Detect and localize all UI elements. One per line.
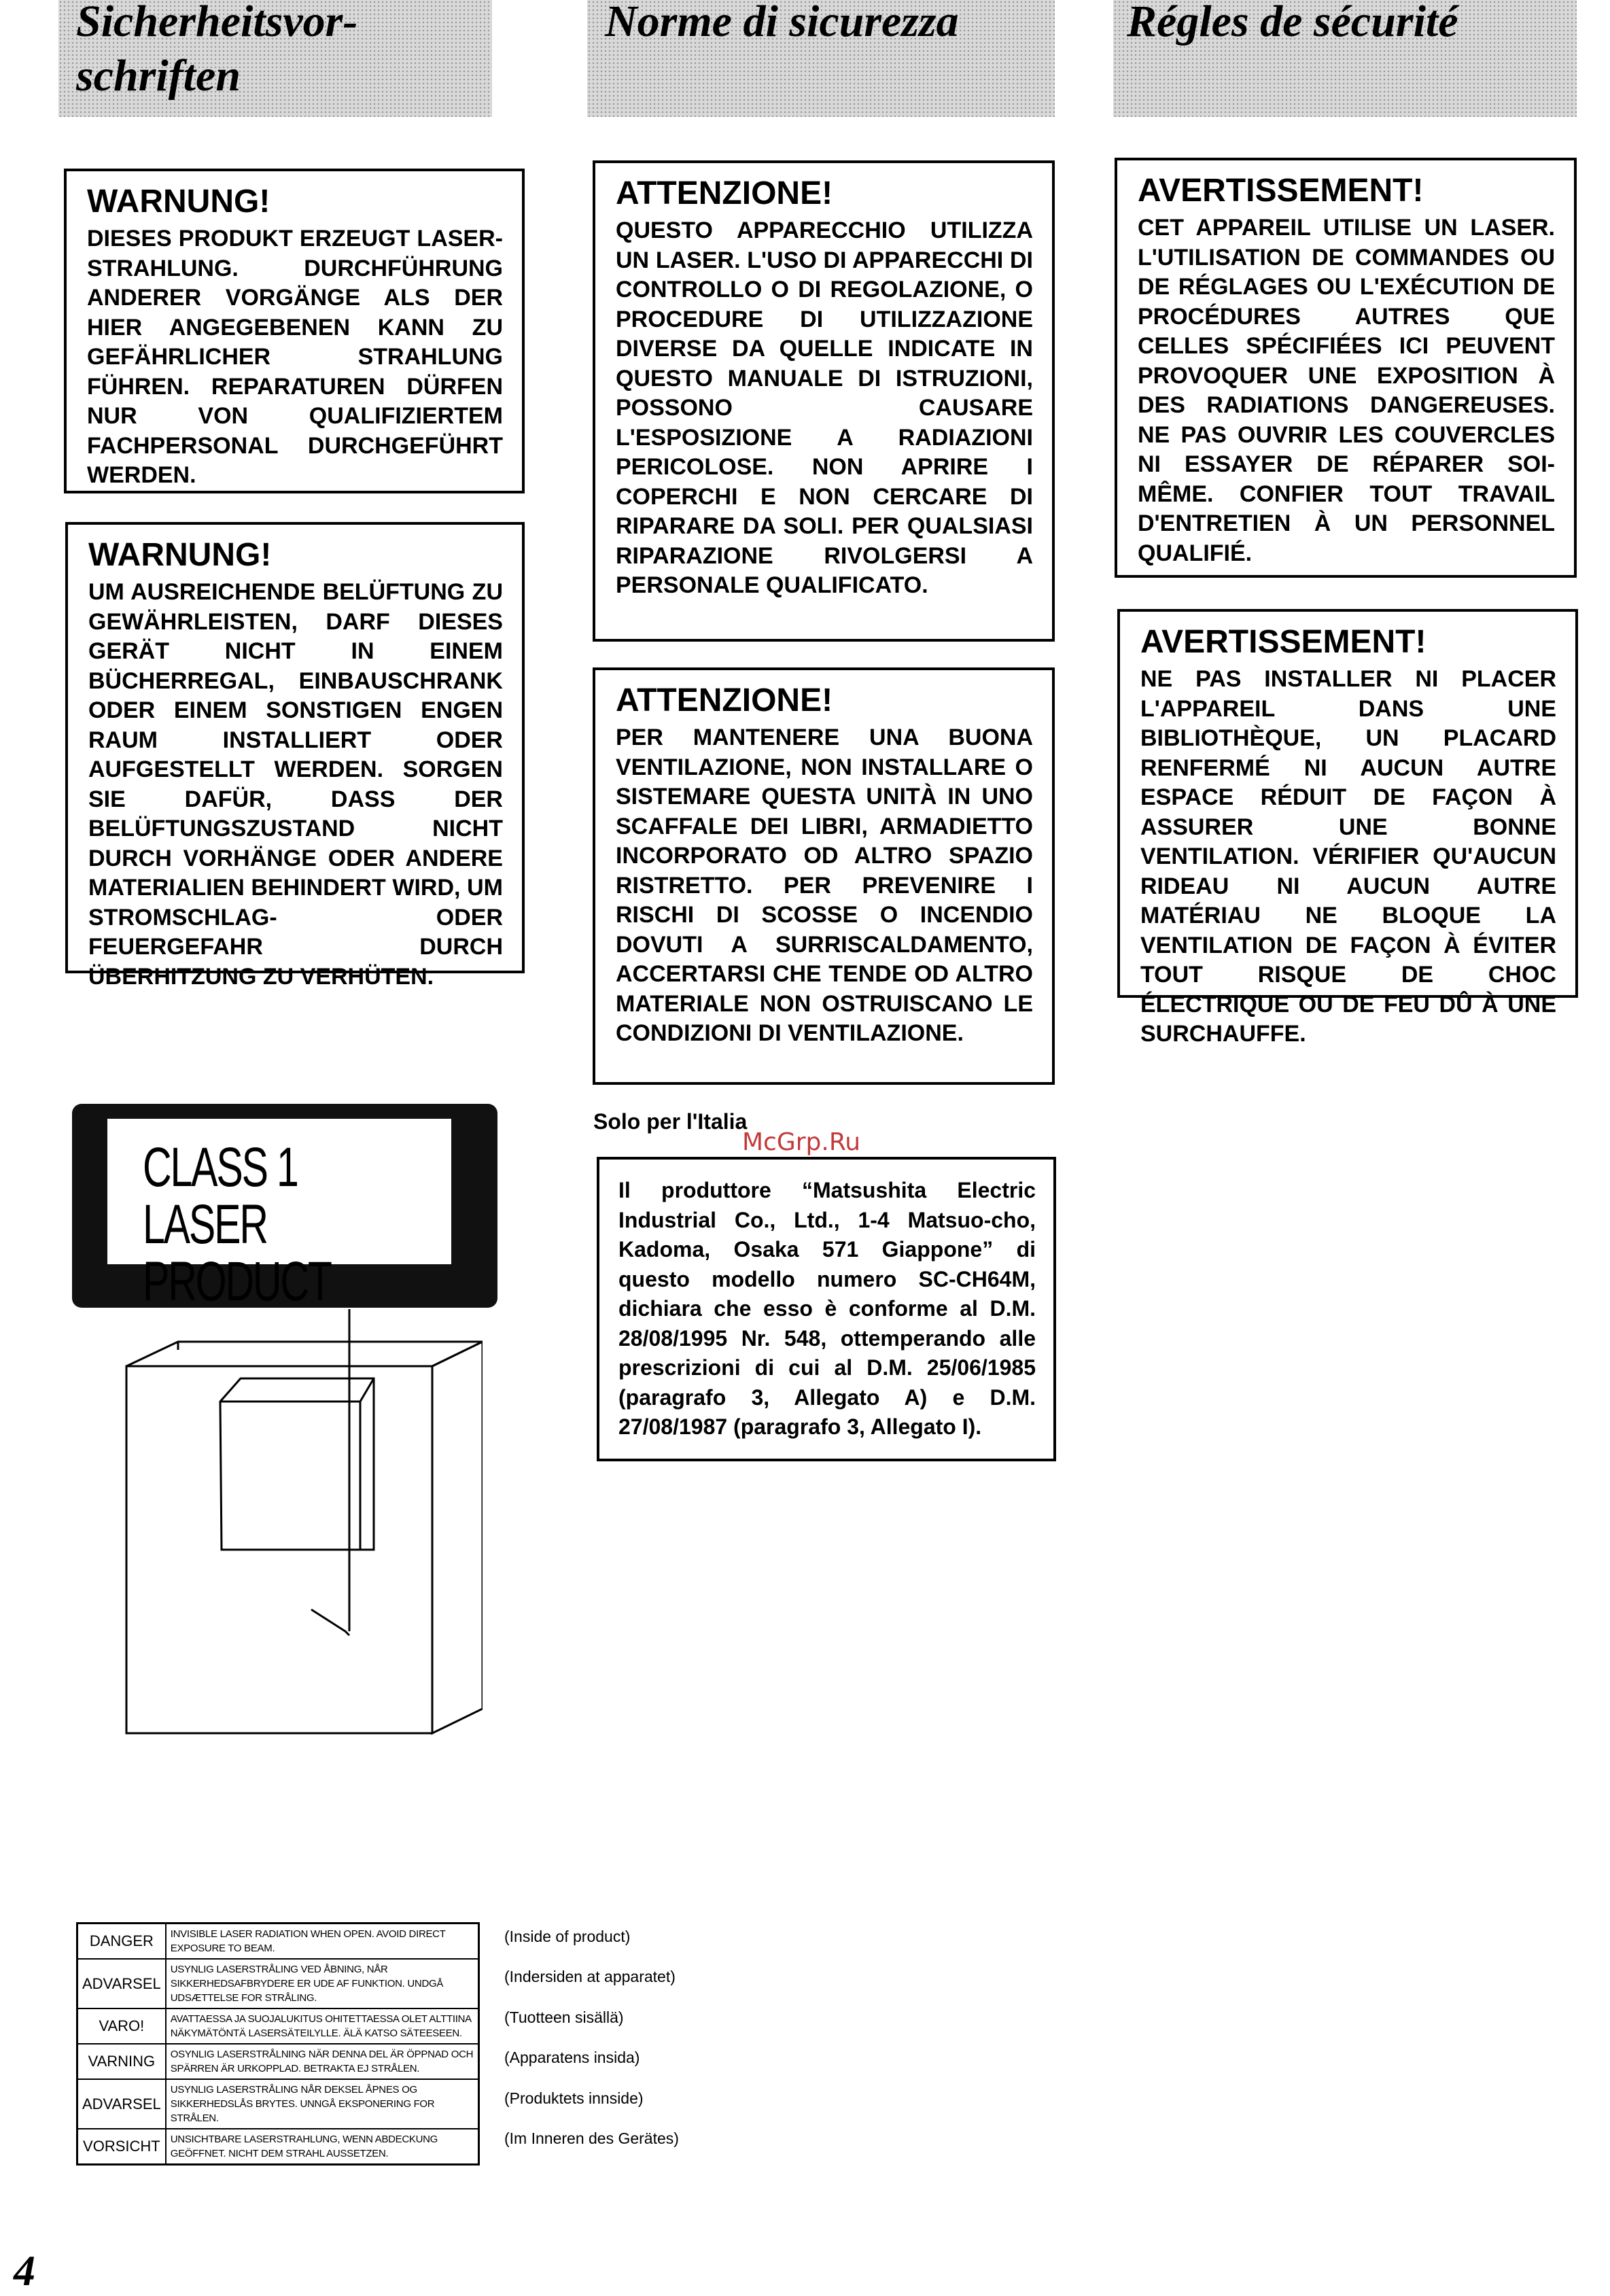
warning-keyword: ADVARSEL — [77, 1959, 166, 2008]
table-row — [77, 2044, 479, 2079]
italian-declaration — [597, 1157, 1056, 1461]
cabinet-top — [126, 1342, 483, 1366]
header-french — [1113, 0, 1577, 117]
table-row — [77, 1959, 479, 2008]
warning-location: (Im Inneren des Gerätes) — [504, 2129, 679, 2147]
italian-declaration-text: Il produttore “Matsushita Electric Industrial Co., Ltd., 1-4 Matsuo-cho, Kadoma, Osaka 571 Giappone” di questo modello numero SC-CH64M, dichiara che esso è conforme al D.M. 28/08/1995 Nr. 548, ottemperando alle prescrizioni di cui al D.M. 25/06/1985 (paragrafo 3, Allegato A) e D.M. 27/08/1987 (paragrafo 3, Allegato I). — [618, 1178, 1036, 1439]
warning-keyword: ADVARSEL — [77, 2079, 166, 2129]
italian-warning-laser-body: QUESTO APPARECCHIO UTILIZZA UN LASER. L'USO DI APPARECCHI DI CONTROLLO O DI REGOLAZIONE, O PROCEDURE DI UTILIZZAZIONE DIVERSE DA QUELLE INDICATE IN QUESTO MANUALE DI ISTRUZIONI, POSSONO CAUSARE L'ESPOSIZIONE A RADIAZIONI PERICOLOSE. NON APRIRE I COPERCHI E NON CERCARE DI RIPARARE DA SOLI. PER QUALSIASI RIPARAZIONE RIVOLGERSI A PERSONALE QUALIFICATO. — [616, 218, 1033, 598]
pointer-arrow — [311, 1610, 349, 1635]
warning-keyword: VARO! — [77, 2008, 166, 2044]
warning-text: USYNLIG LASERSTRÅLING VED ÅBNING, NÅR SIKKERHEDSAFBRYDERE ER UDE AF FUNKTION. UNDGÅ UDSÆTTELSE FOR STRÅLING. — [166, 1959, 479, 2008]
german-warning-laser-body: DIESES PRODUKT ERZEUGT LASER-STRAHLUNG. DURCHFÜHRUNG ANDERER VORGÄNGE ALS DER HIER ANGEGEBENEN KANN ZU GEFÄHRLICHER STRAHLUNG FÜHREN. REPARATUREN DÜRFEN NUR VON QUALIFIZIERTEM FACHPERSONAL DURCHGEFÜHRT WERDEN. — [87, 226, 503, 488]
warning-keyword: VARNING — [77, 2044, 166, 2079]
french-warning-laser-body: CET APPAREIL UTILISE UN LASER. L'UTILISATION DE COMMANDES OU DE RÉGLAGES OU L'EXÉCUTION DE PROCÉDURES AUTRES QUE CELLES SPÉCIFIÉES ICI PEUVENT PROVOQUER UNE EXPOSITION À DES RADIATIONS DANGEREUSES. NE PAS OUVRIR LES COUVERCLES NI ESSAYER DE RÉPARER SOI-MÊME. CONFIER TOUT TRAVAIL D'ENTRETIEN À UN PERSONNEL QUALIFIÉ. — [1138, 215, 1555, 566]
german-warning-ventilation-title: WARNUNG! — [88, 537, 272, 573]
table-row — [77, 2129, 479, 2165]
french-warning-laser — [1115, 158, 1577, 578]
header-italian — [587, 0, 1055, 117]
german-warning-laser — [64, 169, 525, 493]
laser-warning-table — [76, 1922, 480, 2165]
french-warning-laser-title: AVERTISSEMENT! — [1138, 173, 1424, 209]
table-row — [77, 1924, 479, 1960]
class1-laser-label — [72, 1104, 497, 1312]
warning-text: OSYNLIG LASERSTRÅLNING NÄR DENNA DEL ÄR ÖPPNAD OCH SPÄRREN ÄR URKOPPLAD. BETRAKTA EJ STRÅLEN. — [166, 2044, 479, 2079]
laser-unit-edge-3 — [360, 1378, 374, 1402]
french-warning-ventilation-title: AVERTISSEMENT! — [1140, 624, 1427, 660]
class1-laser-label-inner — [107, 1119, 451, 1312]
italian-warning-laser-title: ATTENZIONE! — [616, 175, 833, 211]
warning-text: USYNLIG LASERSTRÅLING NÅR DEKSEL ÅPNES OG SIKKERHEDSLÅS BRYTES. UNNGÅ EKSPONERING FOR STRÅLEN. — [166, 2079, 479, 2129]
warning-text: INVISIBLE LASER RADIATION WHEN OPEN. AVOID DIRECT EXPOSURE TO BEAM. — [166, 1924, 479, 1960]
header-french-title: Régles de sécurité — [1127, 0, 1458, 46]
french-warning-ventilation-body: NE PAS INSTALLER NI PLACER L'APPAREIL DANS UNE BIBLIOTHÈQUE, UN PLACARD RENFERMÉ NI AUCUN AUTRE ESPACE RÉDUIT DE FAÇON À ASSURER UNE BONNE VENTILATION. VÉRIFIER QU'AUCUN RIDEAU NI AUCUN AUTRE MATÉRIAU NE BLOQUE LA VENTILATION DE FAÇON À ÉVITER TOUT RISQUE DE CHOC ÉLECTRIQUE OU DE FEU DÛ À UNE SURCHAUFFE. — [1140, 666, 1556, 1047]
italian-warning-ventilation-title: ATTENZIONE! — [616, 682, 833, 718]
warning-text: AVATTAESSA JA SUOJALUKITUS OHITETTAESSA OLET ALTTIINA NÄKYMÄTÖNTÄ LASERSÄTEILYLLE. ÄLÄ KATSO SÄTEESEEN. — [166, 2008, 479, 2044]
table-row — [77, 2008, 479, 2044]
warning-location: (Apparatens insida) — [504, 2049, 640, 2067]
laser-unit-front — [220, 1378, 374, 1550]
warning-location: (Indersiden at apparatet) — [504, 1968, 676, 1986]
header-german — [58, 0, 492, 117]
french-warning-ventilation — [1117, 609, 1578, 1047]
italian-warning-ventilation-body: PER MANTENERE UNA BUONA VENTILAZIONE, NON INSTALLARE O SISTEMARE QUESTA UNITÀ IN UNO SCAFFALE DEI LIBRI, ARMADIETTO INCORPORATO OD ALTRO SPAZIO RISTRETTO. PER PREVENIRE I RISCHI DI SCOSSE O INCENDIO DOVUTI A SURRISCALDAMENTO, ACCERTARSI CHE TENDE OD ALTRO MATERIALE NON OSTRUISCANO LE CONDIZIONI DI VENTILAZIONE. — [616, 725, 1033, 1046]
table-row — [77, 2079, 479, 2129]
watermark: McGrp.Ru — [742, 1128, 861, 1156]
italy-only-label: Solo per l'Italia — [593, 1109, 748, 1134]
cabinet-side — [432, 1342, 483, 1733]
warning-keyword: VORSICHT — [77, 2129, 166, 2165]
italian-warning-ventilation — [593, 667, 1055, 1085]
german-warning-ventilation-body: UM AUSREICHENDE BELÜFTUNG ZU GEWÄHRLEISTEN, DARF DIESES GERÄT NICHT IN EINEM BÜCHERREGAL, EINBAUSCHRANK ODER EINEM SONSTIGEN ENGEN RAUM INSTALLIERT ODER AUFGESTELLT WERDEN. SORGEN SIE DAFÜR, DASS DER BELÜFTUNGSZUSTAND NICHT DURCH VORHÄNGE ODER ANDERE MATERIALIEN BEHINDERT WIRD, UM STROMSCHLAG- ODER FEUERGEFAHR DURCH ÜBERHITZUNG ZU VERHÜTEN. — [88, 579, 503, 990]
warning-location: (Inside of product) — [504, 1928, 631, 1945]
page-number: 4 — [14, 2246, 35, 2295]
header-german-title: Sicherheitsvor- schriften — [76, 0, 358, 101]
header-italian-title: Norme di sicurezza — [605, 0, 959, 46]
german-warning-ventilation — [65, 522, 525, 990]
warning-text: UNSICHTBARE LASERSTRAHLUNG, WENN ABDECKUNG GEÖFFNET. NICHT DEM STRAHL AUSSETZEN. — [166, 2129, 479, 2165]
german-warning-laser-title: WARNUNG! — [87, 184, 270, 220]
italian-warning-laser — [593, 160, 1055, 642]
class1-laser-label-text: CLASS 1 LASER PRODUCT — [143, 1136, 331, 1312]
warning-location: (Tuotteen sisällä) — [504, 2008, 624, 2026]
warning-locations — [504, 1928, 679, 2170]
product-illustration — [102, 1305, 483, 1740]
warning-location: (Produktets innside) — [504, 2089, 644, 2107]
warning-keyword: DANGER — [77, 1924, 166, 1960]
